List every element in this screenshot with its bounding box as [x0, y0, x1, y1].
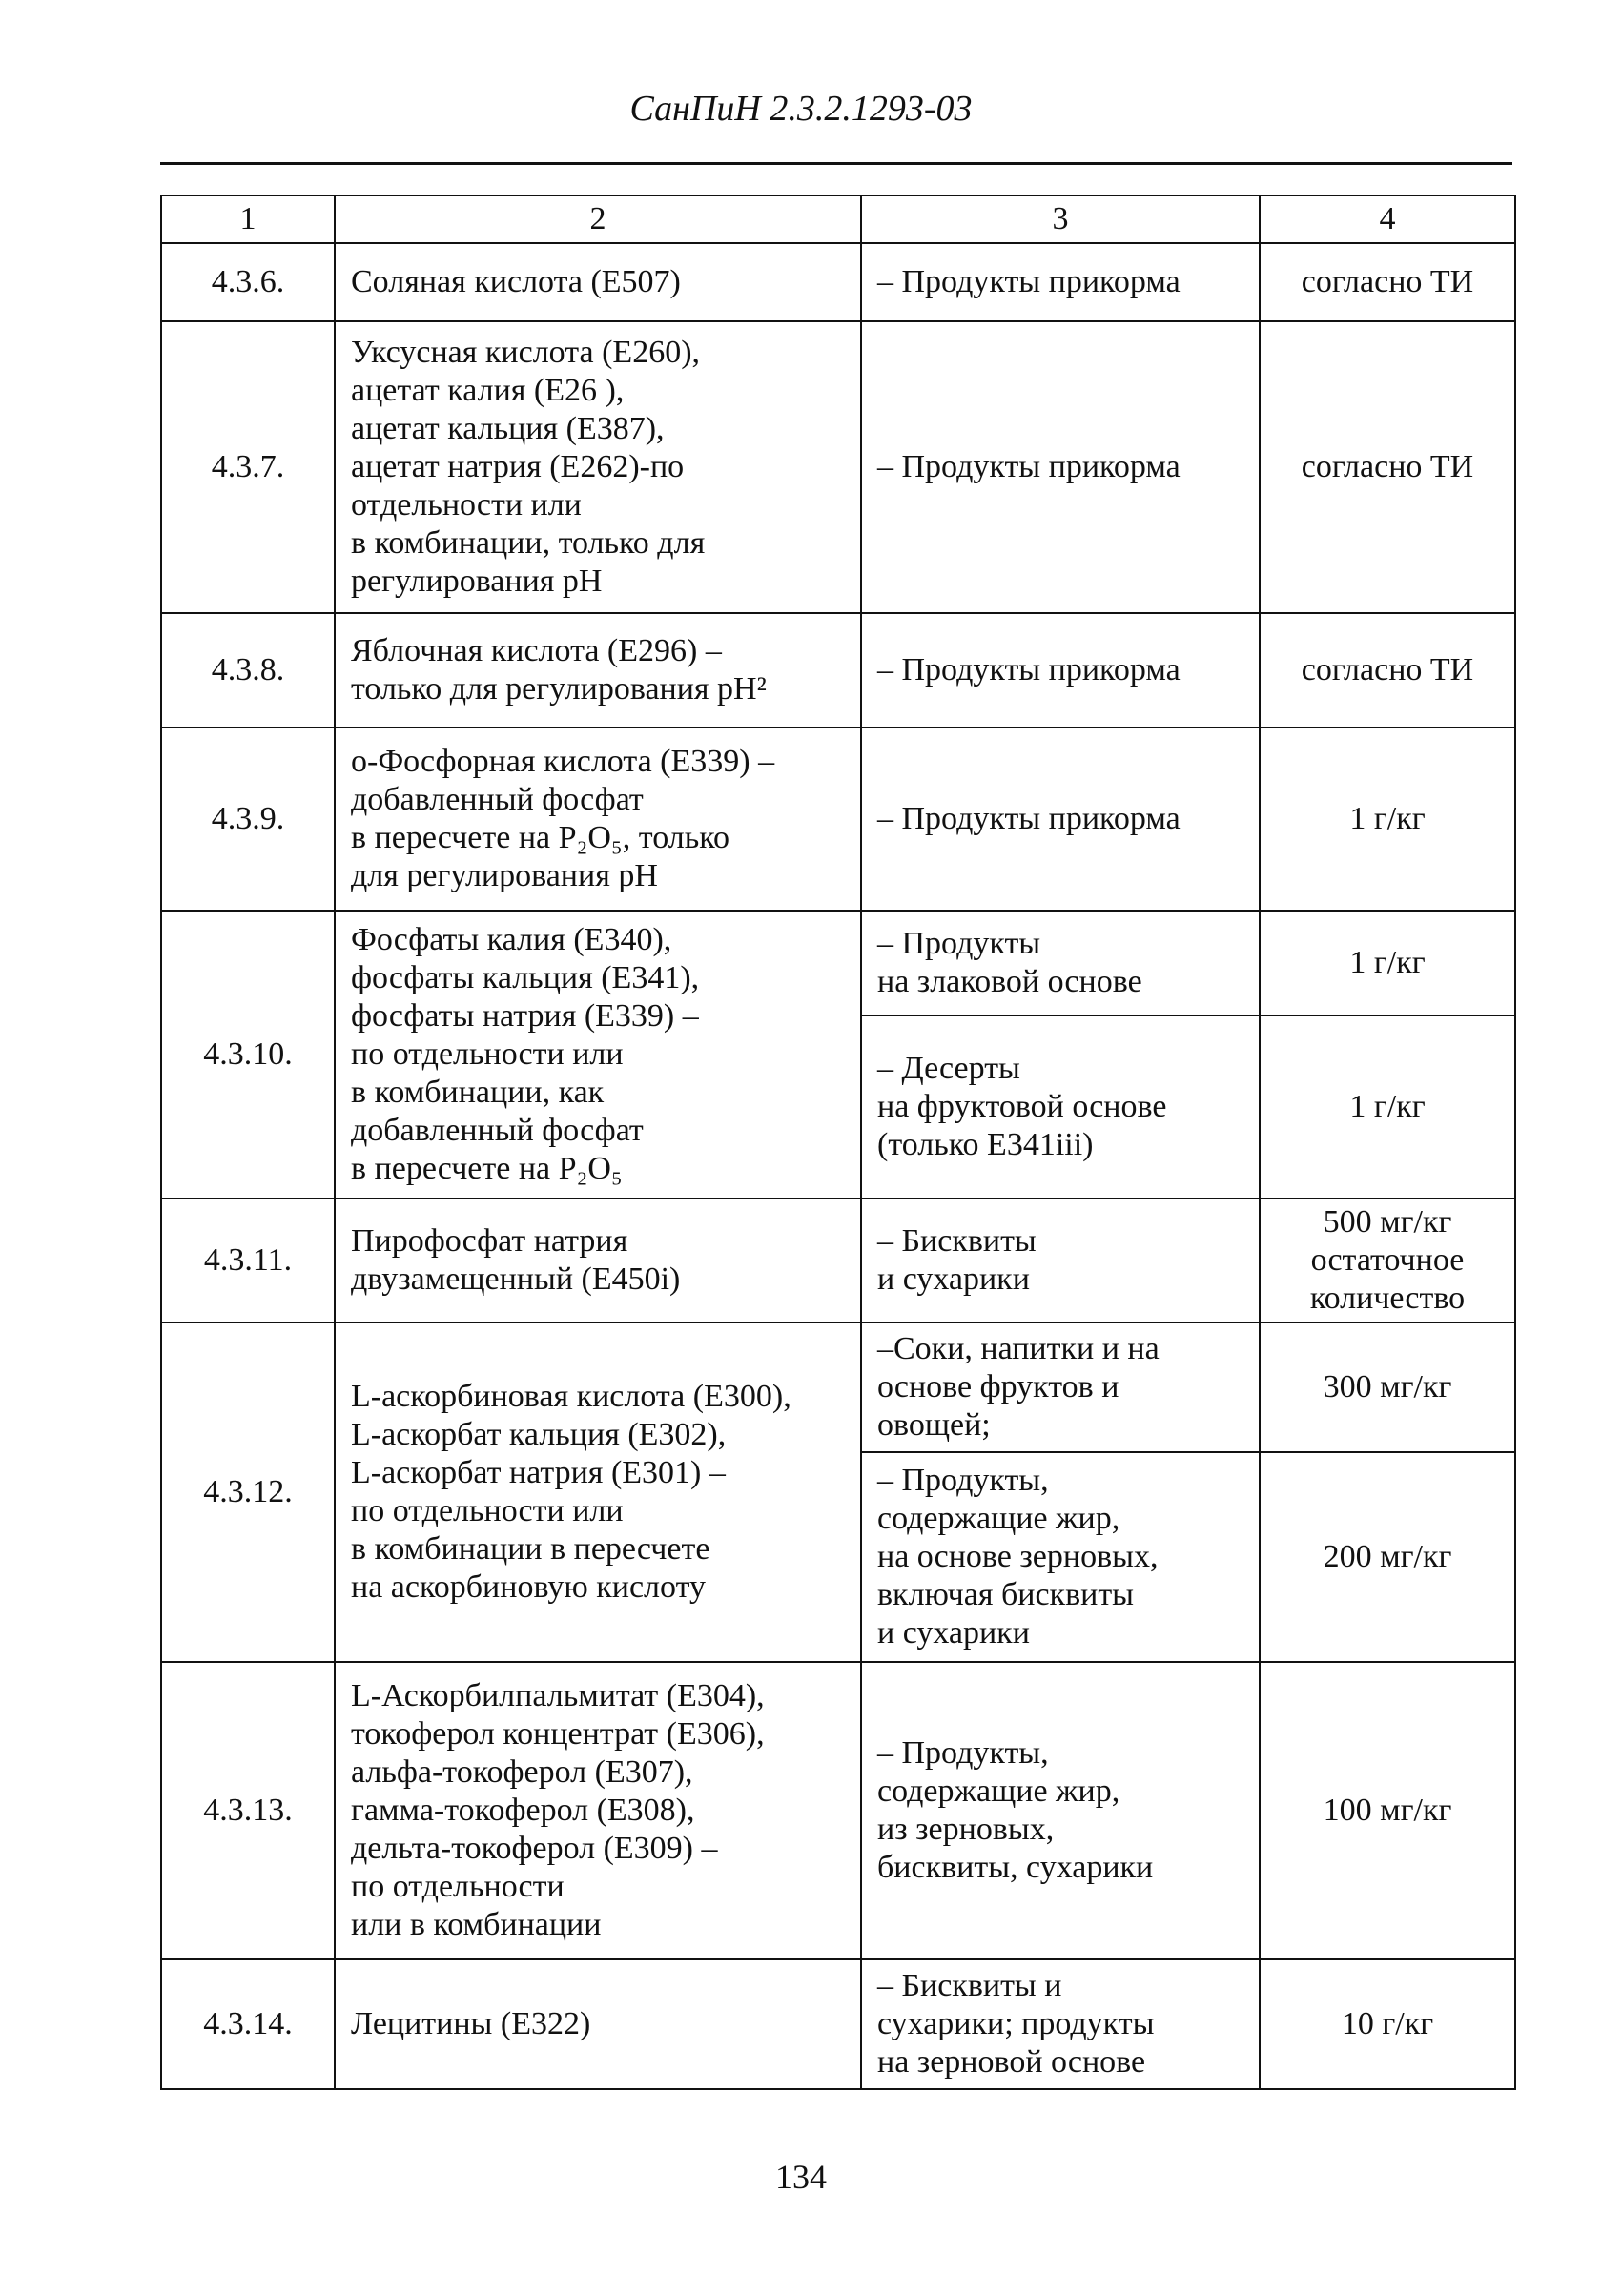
table-row [161, 613, 1515, 728]
amount-cell: согласно ТИ [1260, 613, 1515, 728]
table-row [161, 1322, 1515, 1452]
row-number: 4.3.9. [161, 728, 335, 911]
substance-cell: Соляная кислота (Е507) [335, 243, 861, 321]
row-number: 4.3.12. [161, 1322, 335, 1662]
product-cell: – Продукты на злаковой основе [861, 911, 1260, 1015]
table-row [161, 1662, 1515, 1959]
amount-cell: согласно ТИ [1260, 321, 1515, 613]
product-cell: – Продукты прикорма [861, 613, 1260, 728]
product-cell: – Бисквиты и сухарики [861, 1199, 1260, 1322]
table-row [161, 911, 1515, 1015]
substance-cell: Яблочная кислота (Е296) – только для регулирования рН² [335, 613, 861, 728]
row-number: 4.3.8. [161, 613, 335, 728]
substance-cell: Лецитины (Е322) [335, 1959, 861, 2089]
amount-cell: 200 мг/кг [1260, 1452, 1515, 1662]
amount-cell: 500 мг/кг остаточное количество [1260, 1199, 1515, 1322]
table-row [161, 243, 1515, 321]
row-number: 4.3.7. [161, 321, 335, 613]
amount-cell: 1 г/кг [1260, 1015, 1515, 1199]
product-cell: – Продукты прикорма [861, 321, 1260, 613]
document-header: СанПиН 2.3.2.1293-03 [629, 89, 973, 129]
product-cell: – Десерты на фруктовой основе (только Е341iii) [861, 1015, 1260, 1199]
product-cell: –Соки, напитки и на основе фруктов и овощей; [861, 1322, 1260, 1452]
amount-cell: 1 г/кг [1260, 911, 1515, 1015]
column-header-1: 1 [161, 195, 335, 243]
column-header-4: 4 [1260, 195, 1515, 243]
row-number: 4.3.11. [161, 1199, 335, 1322]
amount-cell: 10 г/кг [1260, 1959, 1515, 2089]
column-header-2: 2 [335, 195, 861, 243]
amount-cell: 300 мг/кг [1260, 1322, 1515, 1452]
header-rule [160, 162, 1512, 165]
product-cell: – Продукты, содержащие жир, на основе зерновых, включая бисквиты и сухарики [861, 1452, 1260, 1662]
page-number: 134 [775, 2158, 827, 2196]
substance-cell: L-Аскорбилпальмитат (Е304), токоферол концентрат (Е306), альфа-токоферол (Е307), гамма-токоферол (Е308), дельта-токоферол (Е309) – по отдельности или в комбинации [335, 1662, 861, 1959]
substance-cell: Уксусная кислота (Е260), ацетат калия (Е26 ), ацетат кальция (Е387), ацетат натрия (Е262)-по отдельности или в комбинации, только для регулирования рН [335, 321, 861, 613]
product-cell: – Бисквиты и сухарики; продукты на зерновой основе [861, 1959, 1260, 2089]
substance-cell: Пирофосфат натрия двузамещенный (Е450i) [335, 1199, 861, 1322]
row-number: 4.3.14. [161, 1959, 335, 2089]
amount-cell: 100 мг/кг [1260, 1662, 1515, 1959]
table-row [161, 321, 1515, 613]
substance-cell: L-аскорбиновая кислота (Е300), L-аскорбат кальция (Е302), L-аскорбат натрия (Е301) – по отдельности или в комбинации в пересчете на аскорбиновую кислоту [335, 1322, 861, 1662]
row-number: 4.3.10. [161, 911, 335, 1199]
product-cell: – Продукты прикорма [861, 728, 1260, 911]
additives-table [160, 195, 1516, 2090]
table-row [161, 1199, 1515, 1322]
table-header-row [161, 195, 1515, 243]
amount-cell: 1 г/кг [1260, 728, 1515, 911]
row-number: 4.3.6. [161, 243, 335, 321]
table-row [161, 728, 1515, 911]
product-cell: – Продукты прикорма [861, 243, 1260, 321]
product-cell: – Продукты, содержащие жир, из зерновых, бисквиты, сухарики [861, 1662, 1260, 1959]
table-row [161, 1959, 1515, 2089]
column-header-3: 3 [861, 195, 1260, 243]
amount-cell: согласно ТИ [1260, 243, 1515, 321]
substance-cell: о-Фосфорная кислота (Е339) – добавленный фосфат в пересчете на Р₂О₅, только для регулирования рН [335, 728, 861, 911]
row-number: 4.3.13. [161, 1662, 335, 1959]
substance-cell: Фосфаты калия (Е340), фосфаты кальция (Е341), фосфаты натрия (Е339) – по отдельности или в комбинации, как добавленный фосфат в пересчете на Р₂О₅ [335, 911, 861, 1199]
